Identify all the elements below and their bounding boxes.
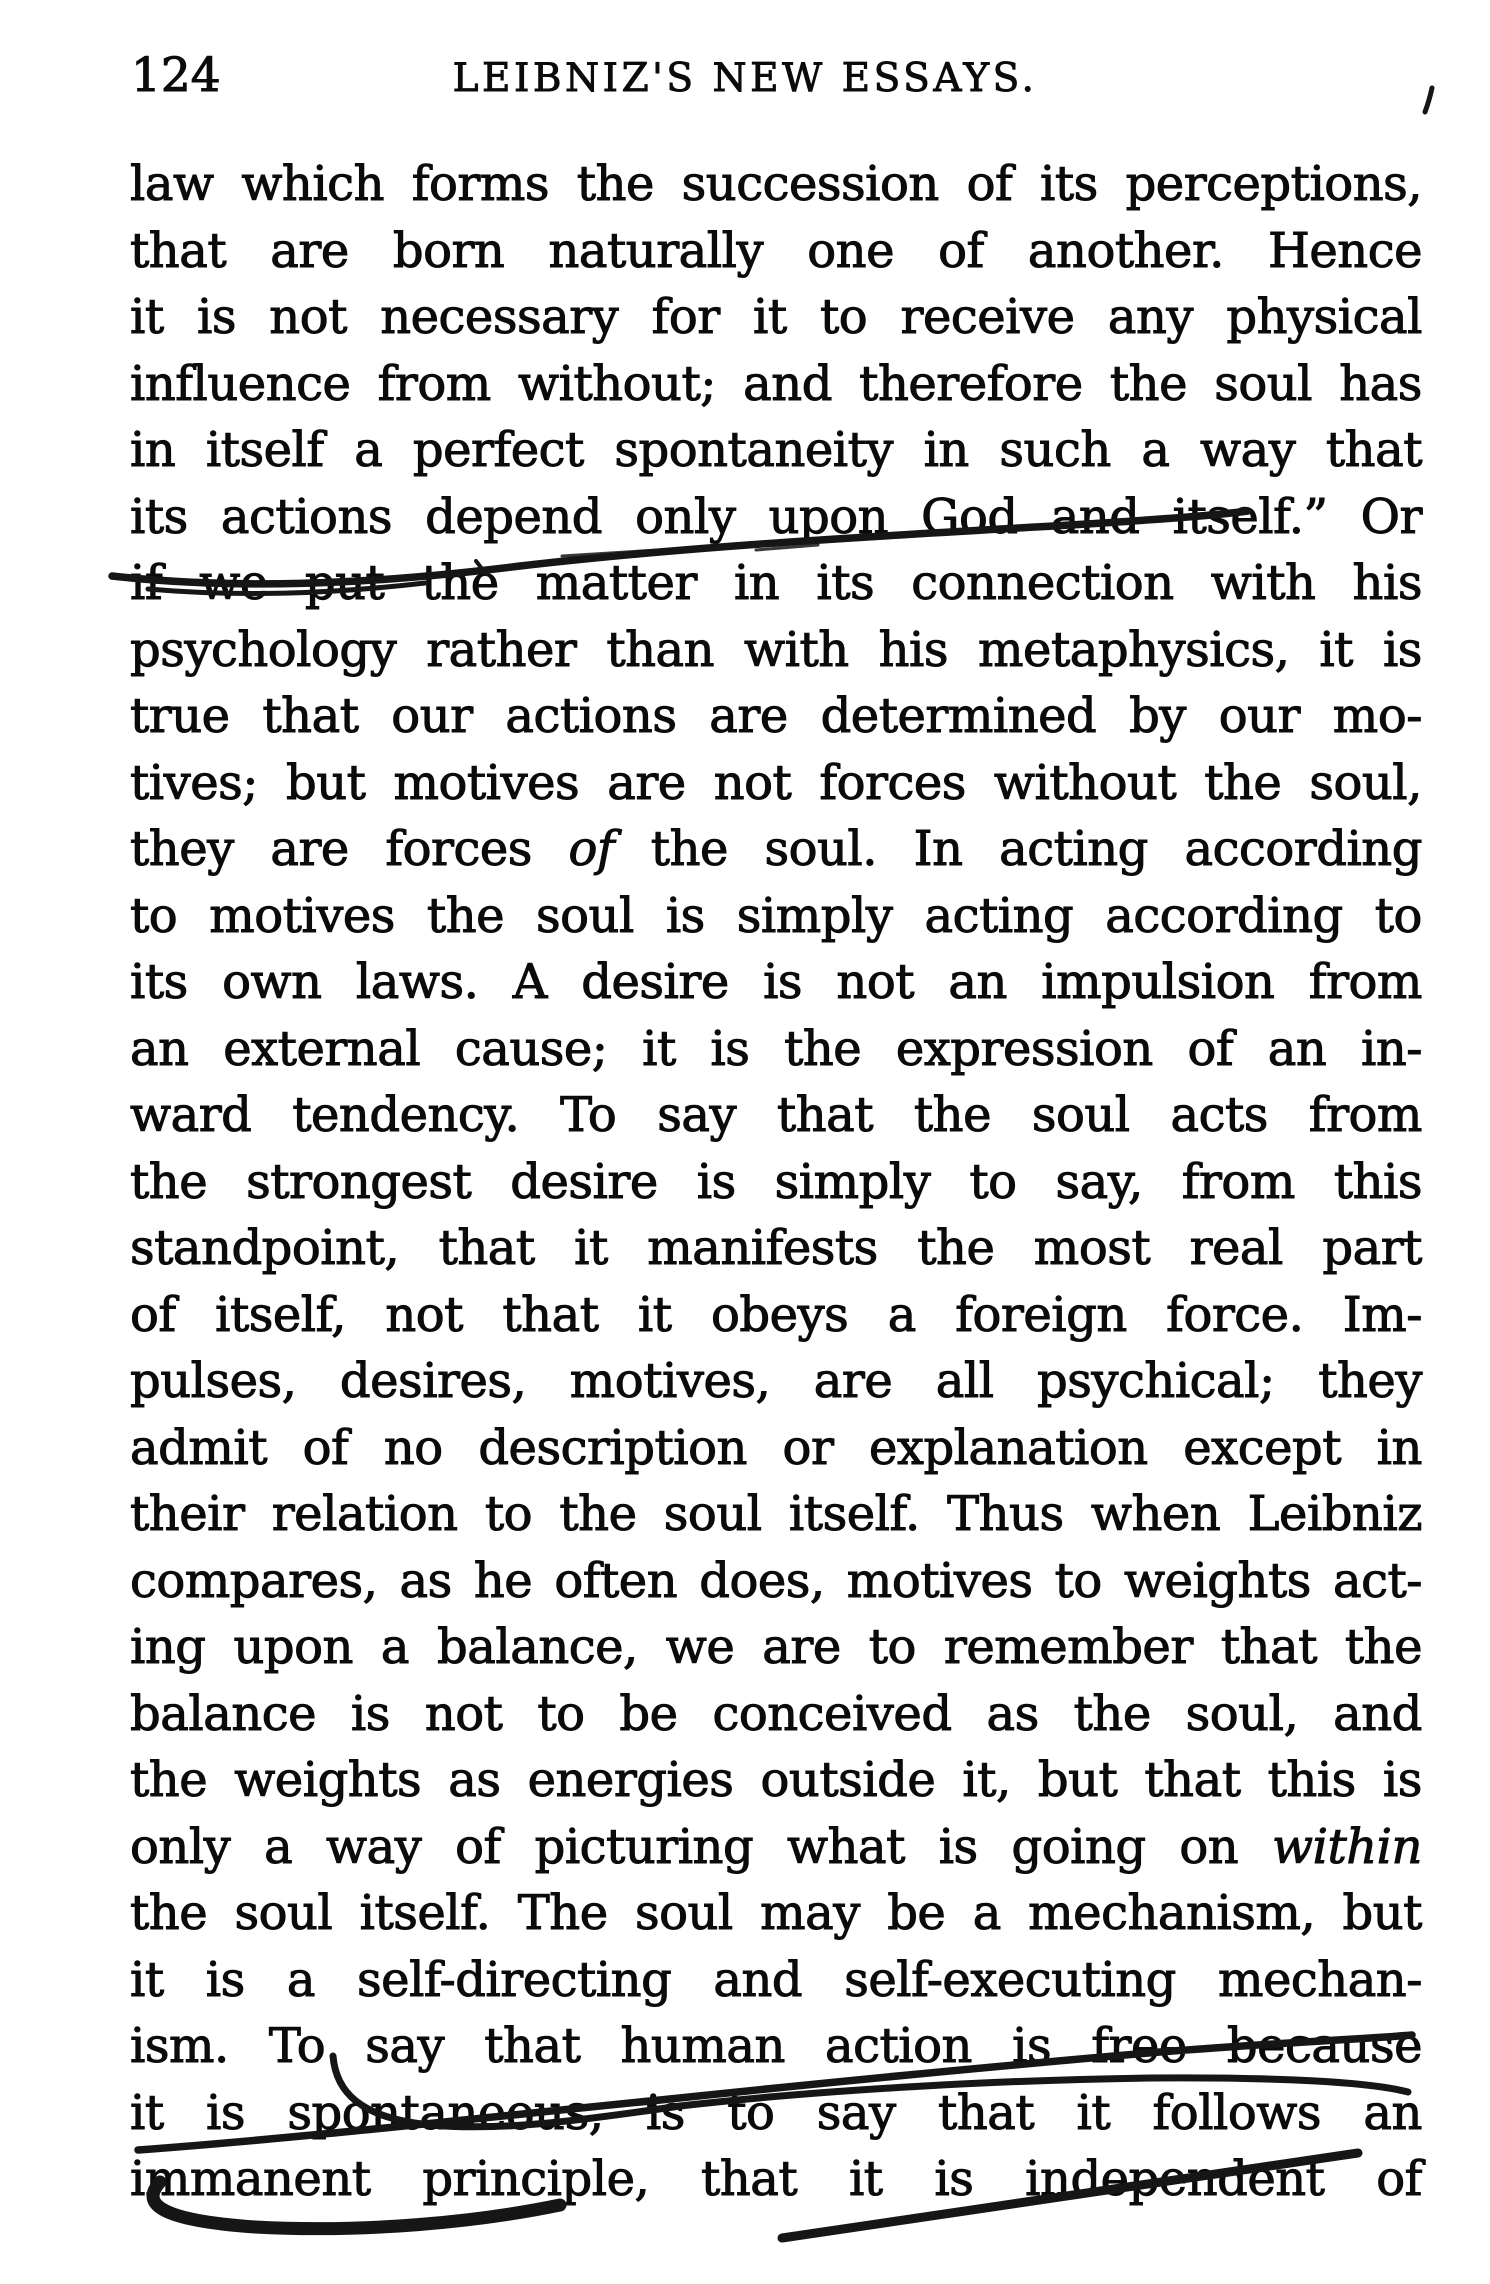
text-line-3: it is not necessary for it to receive any physical xyxy=(130,289,1422,345)
text-line-21: their relation to the soul itself. Thus when Leibniz xyxy=(130,1486,1422,1542)
text-line-28: it is a self-directing and self-executing mechan- xyxy=(130,1951,1422,2008)
text-line-16: the strongest desire is simply to say, from this xyxy=(130,1153,1422,1210)
text-line-25: the weights as energies outside it, but that this is xyxy=(130,1752,1422,1808)
text-line-29: ism. To say that human action is free because xyxy=(130,2018,1422,2074)
text-line-31: immanent principle, that it is independent of xyxy=(130,2151,1422,2207)
text-line-26: only a way of picturing what is going on within xyxy=(130,1818,1422,1875)
text-line-27: the soul itself. The soul may be a mechanism, but xyxy=(130,1885,1422,1941)
text-line-5: in itself a perfect spontaneity in such a way that xyxy=(130,422,1422,478)
text-line-14: an external cause; it is the expression of an in- xyxy=(130,1020,1422,1077)
text-line-20: admit of no description or explanation except in xyxy=(130,1419,1422,1476)
text-line-22: compares, as he often does, motives to weights act- xyxy=(130,1552,1422,1609)
text-line-13: its own laws. A desire is not an impulsion from xyxy=(130,954,1422,1010)
text-line-30: it is spontaneous, is to say that it follows an xyxy=(130,2084,1422,2141)
text-line-17: standpoint, that it manifests the most real part xyxy=(130,1220,1422,1276)
text-line-23: ing upon a balance, we are to remember that the xyxy=(130,1619,1422,1675)
text-line-12: to motives the soul is simply acting according to xyxy=(130,887,1422,944)
text-line-6: its actions depend only upon God and itself.” Or xyxy=(130,488,1422,545)
running-title: LEIBNIZ'S NEW ESSAYS. xyxy=(452,56,1038,101)
body-text xyxy=(130,156,1422,2218)
text-line-15: ward tendency. To say that the soul acts from xyxy=(130,1087,1422,1143)
text-line-24: balance is not to be conceived as the soul, and xyxy=(130,1685,1422,1742)
text-line-4: influence from without; and therefore the soul has xyxy=(130,355,1422,412)
text-line-9: true that our actions are determined by our mo- xyxy=(130,688,1422,744)
text-line-2: that are born naturally one of another. Hence xyxy=(130,222,1422,279)
text-line-1: law which forms the succession of its perceptions, xyxy=(130,156,1422,212)
text-line-19: pulses, desires, motives, are all psychical; they xyxy=(130,1353,1422,1409)
text-line-10: tives; but motives are not forces without the soul, xyxy=(130,754,1422,811)
text-line-7: if we put the matter in its connection with his xyxy=(130,555,1422,611)
text-line-18: of itself, not that it obeys a foreign force. Im- xyxy=(130,1286,1422,1343)
text-line-11: they are forces of the soul. In acting according xyxy=(130,821,1422,877)
page-header xyxy=(0,50,1490,106)
text-line-8: psychology rather than with his metaphysics, it is xyxy=(130,621,1422,678)
page-number: 124 xyxy=(131,48,221,103)
